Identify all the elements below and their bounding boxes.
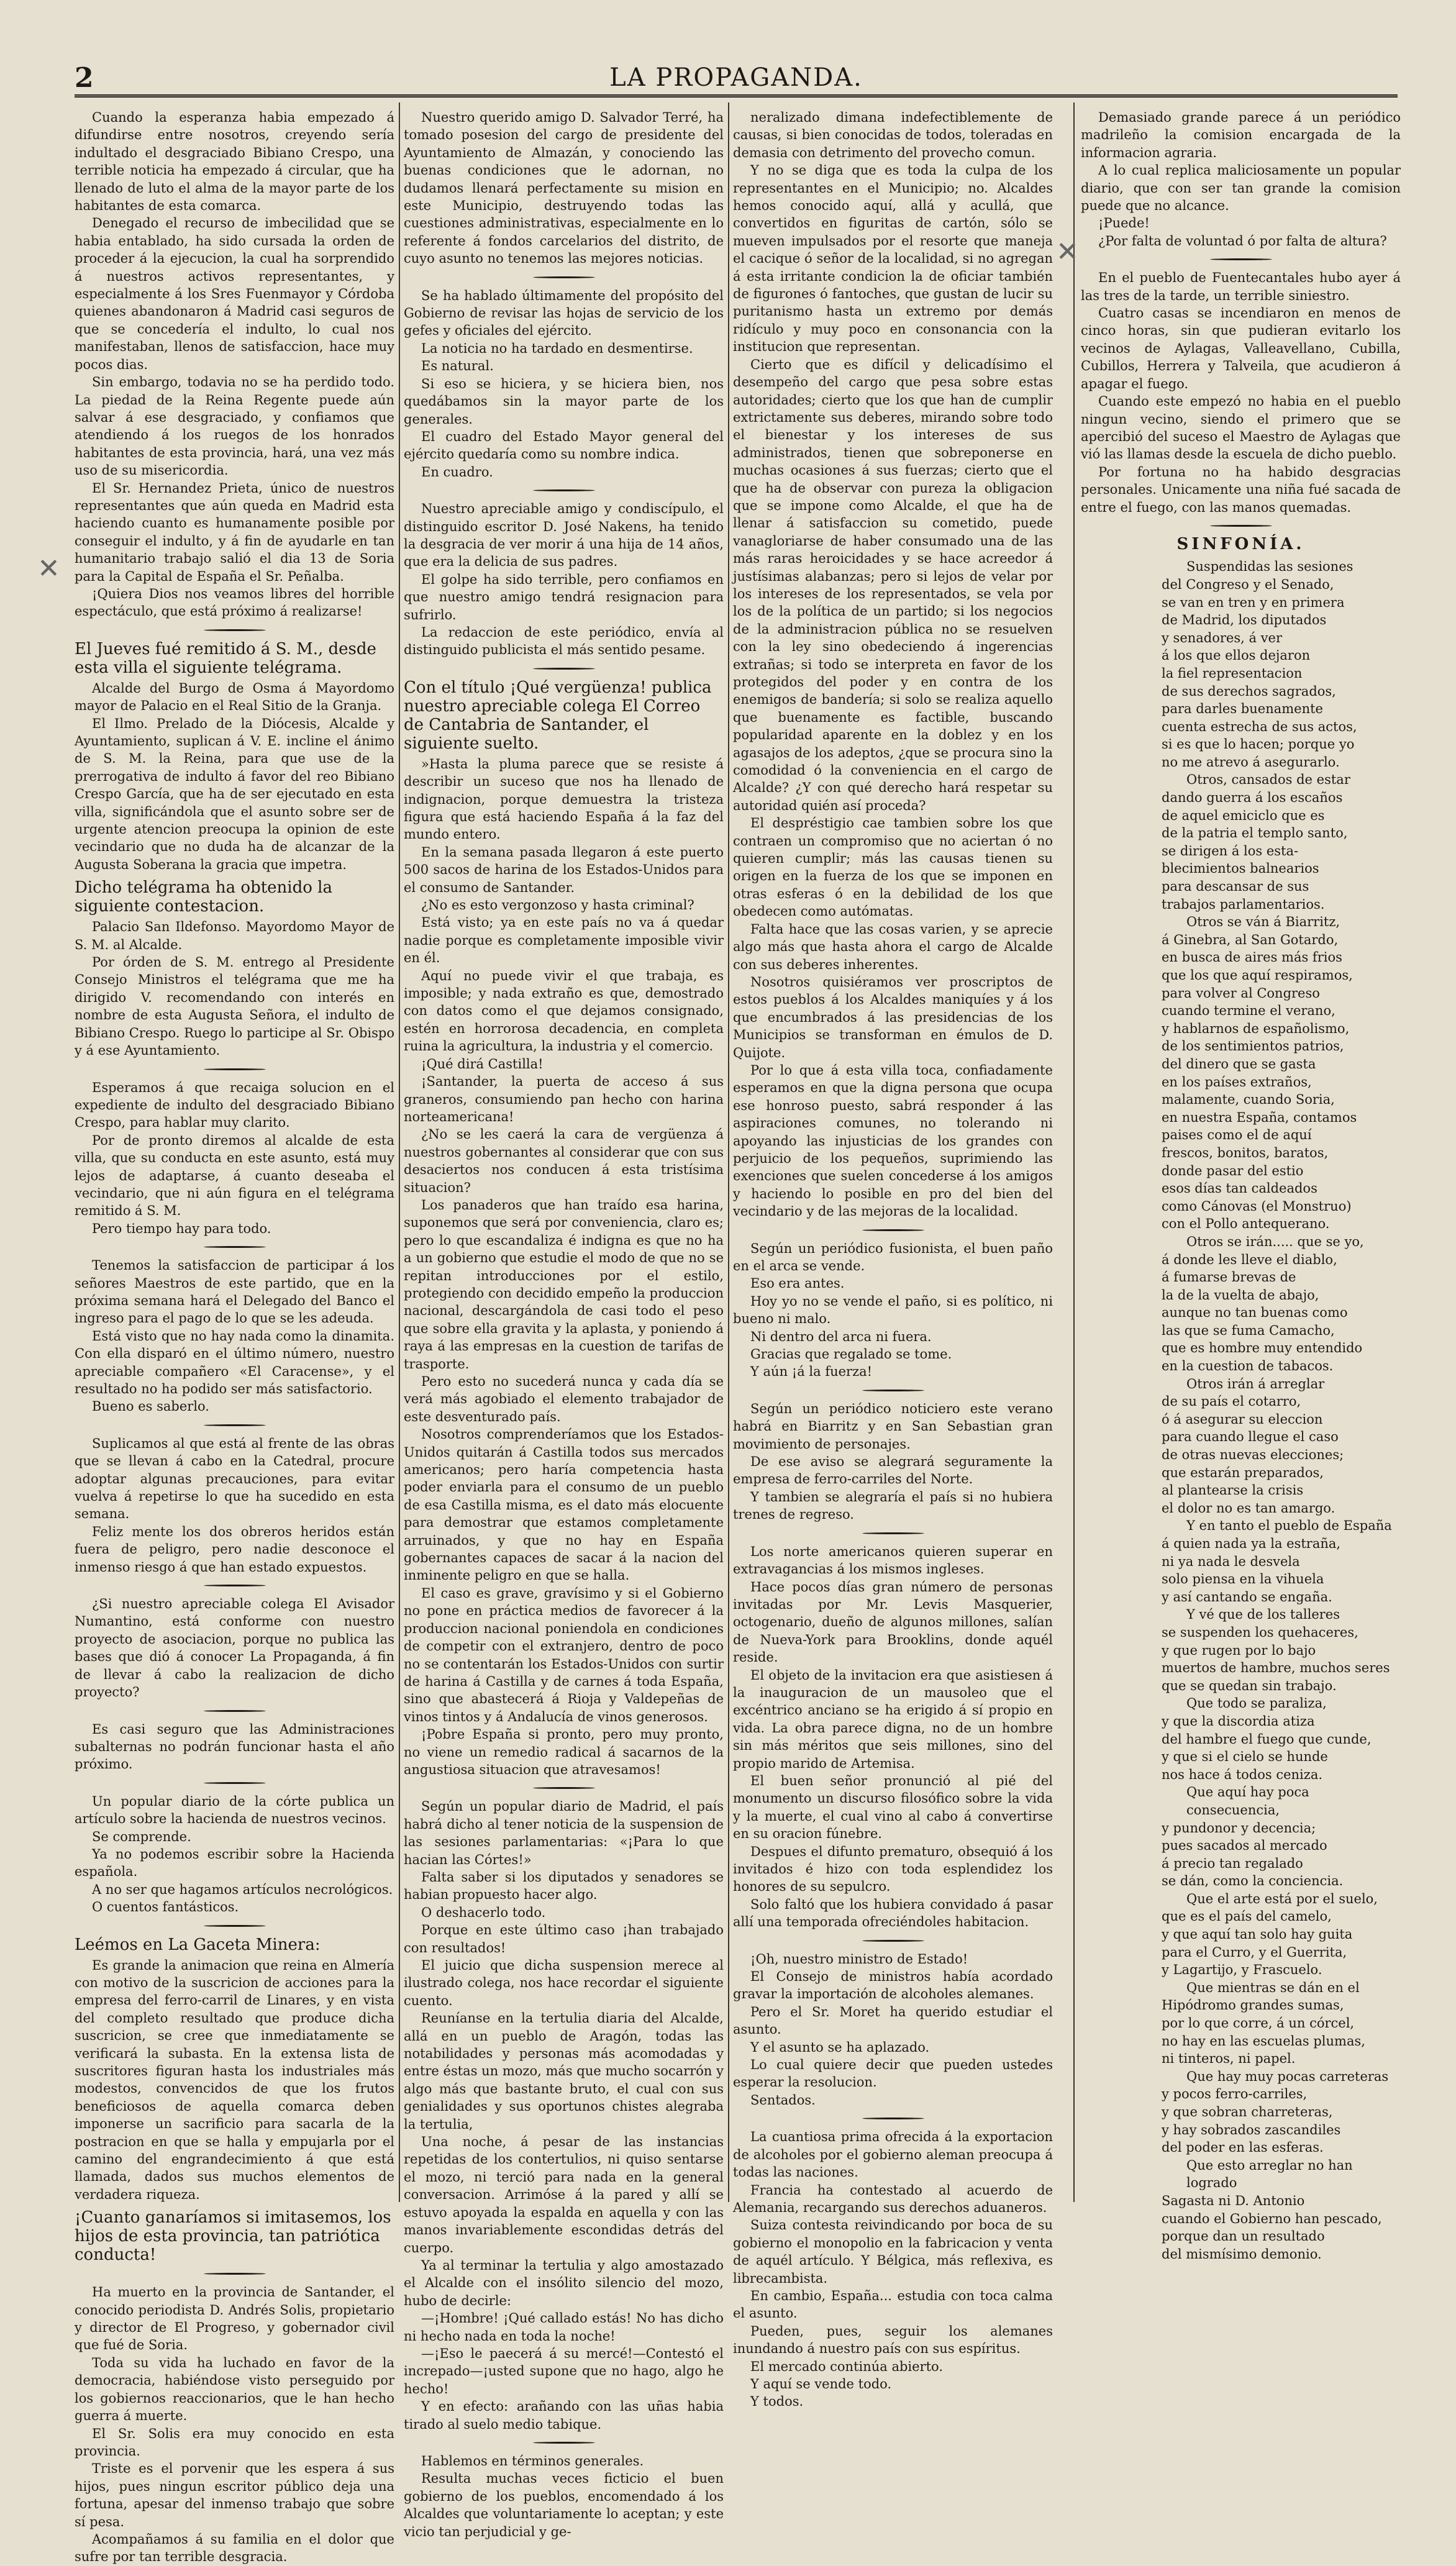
column-rule (728, 102, 729, 2202)
separator (204, 1424, 266, 1426)
poem-line: esos días tan caldeados (1162, 1181, 1317, 1196)
paragraph: Una noche, á pesar de las instancias repetidas de los contertulios, ni quiso sentarse el mozo, ni terció para nada en la general conversacion. Arrimóse á la pared y allí se estuvo apoyada la espalda en aquella y con las manos invariablemente escondidas detrás del cuerpo. (404, 2134, 724, 2255)
separator (1210, 525, 1272, 527)
poem-line: en los países extraños, (1162, 1074, 1312, 1090)
poem-line: Sagasta ni D. Antonio (1162, 2193, 1305, 2208)
separator (204, 1925, 266, 1927)
poem-line: y que aquí tan solo hay guita (1162, 1927, 1353, 1942)
separator (533, 668, 595, 670)
paragraph: Se ha hablado últimamente del propósito del Gobierno de revisar las hojas de servicio de los gefes y oficiales del ejército. (404, 288, 724, 339)
paragraph: Gracias que regalado se tome. (750, 1347, 952, 1362)
poem-line: se suspenden los quehaceres, (1162, 1624, 1358, 1640)
paragraph: Porque en este último caso ¡han trabajado con resultados! (404, 1922, 724, 1955)
paragraph: Cuando este empezó no habia en el pueblo ningun vecino, siendo el primero que se apercibió del suceso el Maestro de Aylagas que vió las llamas desde la escuela de dicho pueblo. (1081, 394, 1401, 462)
paragraph: Según un periódico fusionista, el buen paño en el arca se vende. (733, 1240, 1053, 1273)
paragraph: Ya al terminar la tertulia y algo amostazado el Alcalde con el insólito silencio del mozo, hubo de decirle: (404, 2257, 724, 2308)
poem-line: trabajos parlamentarios. (1162, 896, 1325, 912)
poem-line: dando guerra á los escaños (1162, 790, 1343, 806)
separator (204, 1246, 266, 1248)
separator (862, 1229, 924, 1231)
paragraph: Francia ha contestado al acuerdo de Alemania, recargando sus derechos aduaneros. (733, 2182, 1053, 2215)
poem-line: á los que ellos dejaron (1162, 648, 1311, 663)
poem-line: del poder en las esferas. (1162, 2140, 1324, 2155)
paragraph: Nosotros comprenderíamos que los Estados-Unidos quitarán á Castilla todos sus mercados americanos; pero haría competencia hasta poder enviarla para el consumo de un pueblo de esa Castilla misma, es el dato más elocuente para demostrar que estamos completamente arruinados, y que no hay en España gobernantes capaces de sacar á la nacion del inminente peligro en que se halla. (404, 1427, 724, 1583)
paragraph: Ni dentro del arca ni fuera. (750, 1329, 932, 1344)
masthead-title: LA PROPAGANDA. (609, 63, 863, 92)
paragraph: ¿Si nuestro apreciable colega El Avisador Numantino, está conforme con nuestro proyecto de asociacion, porque no publica las bases que dió á conocer La Propaganda, á fin de llevar á cabo la realizacion de dicho proyecto? (75, 1596, 394, 1700)
poem-line: por lo que corre, á un córcel, (1162, 2016, 1355, 2031)
paragraph: Suiza contesta reivindicando por boca de su gobierno el monopolio en la fabricacion y venta de aquél artículo. Y Bélgica, más reflexiva, es librecambista. (733, 2218, 1053, 2286)
poem-line: de Madrid, los diputados (1162, 612, 1327, 628)
poem-line: del Congreso y el Senado, (1162, 576, 1334, 592)
poem-line: ni tinteros, ni papel. (1162, 2051, 1296, 2067)
paragraph: En cuadro. (421, 464, 493, 480)
paragraph: El juicio que dicha suspension merece al ilustrado colega, nos hace recordar el siguiente cuento. (404, 1958, 724, 2008)
column-3 (733, 109, 1053, 2409)
separator (862, 1532, 924, 1534)
paragraph: Y aún ¡á la fuerza! (750, 1364, 873, 1380)
paragraph: El Sr. Solis era muy conocido en esta provincia. (75, 2426, 394, 2459)
poem-line: para el Curro, y el Guerrita, (1162, 1944, 1347, 1960)
separator (204, 1710, 266, 1712)
paragraph: El golpe ha sido terrible, pero confiamos en que nuestro amigo tendrá resignacion para sufrirlo. (404, 571, 724, 622)
poem-line: ó á asegurar su eleccion (1162, 1411, 1323, 1427)
paragraph: Es natural. (421, 358, 494, 374)
column-rule (1073, 102, 1075, 2202)
poem-line: en la cuestion de tabacos. (1162, 1358, 1334, 1374)
paragraph: —¡Eso le paecerá á su mercé!—Contestó el increpado—¡usted supone que no hago, algo he hecho! (404, 2345, 724, 2396)
paragraph: »Hasta la pluma parece que se resiste á describir un suceso que nos ha llenado de indignacion, porque demuestra la tristeza figura que está haciendo España á la faz del mundo entero. (404, 756, 724, 842)
paragraph: El Ilmo. Prelado de la Diócesis, Alcalde y Ayuntamiento, suplican á V. E. incline el ánimo de S. M. la Reina, para que use de la prerrogativa de indulto á favor del reo Bibiano Crespo García, que ha de ser ejecutado en esta villa, significándola que el asunto sobre ser de urgente atencion preocupa la opinion de este vecindario que no duda ha de alcanzar de la Augusta Soberana la gracia que impetra. (75, 716, 394, 872)
poem-line: se dán, como la conciencia. (1162, 1873, 1344, 1889)
paragraph: ¡Qué dirá Castilla! (421, 1056, 544, 1071)
poem-line: á Ginebra, al San Gotardo, (1162, 932, 1339, 947)
paragraph: Despues el difunto prematuro, obsequió á los invitados é hizo con toda esplendidez los honores de su sepulcro. (733, 1844, 1053, 1895)
paragraph: Un popular diario de la córte publica un artículo sobre la hacienda de nuestros vecinos. (75, 1793, 394, 1827)
article-heading: Leémos en La Gaceta Minera: (75, 1935, 321, 1954)
poem-line: el dolor no es tan amargo. (1162, 1500, 1335, 1516)
column-2 (404, 109, 724, 2539)
poem-line: y hay sobrados zascandiles (1162, 2122, 1341, 2137)
paragraph: Aquí no puede vivir el que trabaja, es imposible; y nada extraño es que, demostrado con datos como el que dejamos consignado, estén en horrorosa decadencia, en completa ruina la agricultura, la industria y el comercio. (404, 968, 724, 1054)
poem-line: se van en tren y en primera (1162, 594, 1345, 610)
page-number: 2 (75, 62, 94, 94)
paragraph: Por lo que á esta villa toca, confiadamente esperamos en que la digna persona que ocupa ese honroso puesto, sabrá responder á las aspiraciones comunes, no tolerando ni apoyando las injusticias de los grandes con perjuicio de los pequeños, suprimiendo las exenciones que suelen concederse á los amigos y haciendo lo posible en pro del bien del vecindario y de las mejoras de la localidad. (733, 1062, 1053, 1219)
paragraph: Ya no podemos escribir sobre la Hacienda española. (75, 1846, 394, 1880)
paragraph: ¿No es esto vergonzoso y hasta criminal? (421, 898, 694, 913)
poem-line: de aquel emiciclo que es (1162, 808, 1325, 823)
paragraph: Pero esto no sucederá nunca y cada día se verá más agobiado el elemento trabajador de este desventurado país. (404, 1374, 724, 1424)
separator (862, 1940, 924, 1942)
paragraph: ¡Santander, la puerta de acceso á sus graneros, consumiendo pan hecho con harina norteamericana! (404, 1074, 724, 1124)
poem-line: y que si el cielo se hunde (1162, 1749, 1328, 1765)
poem-line: que los que aquí respiramos, (1162, 968, 1353, 983)
paragraph: Por fortuna no ha habido desgracias personales. Unicamente una niña fué sacada de entre el fuego, con las manos quemadas. (1081, 464, 1401, 515)
poem-line: Otros, cansados de estar (1186, 772, 1350, 788)
paragraph: Demasiado grande parece á un periódico madrileño la comision encargada de la informacion agraria. (1081, 110, 1401, 160)
paragraph: Por de pronto diremos al alcalde de esta villa, que su conducta en este asunto, está muy lejos de adaptarse, á cuanto deseaba el vecindario, que ni aún figura en el telégrama remitido á S. M. (75, 1132, 394, 1219)
separator (204, 1068, 266, 1070)
poem-line: de otras nuevas elecciones; (1162, 1447, 1344, 1463)
paragraph: Y en efecto: arañando con las uñas habia tirado al suelo medio tabique. (404, 2399, 724, 2432)
column-1 (75, 109, 394, 2565)
paragraph: Alcalde del Burgo de Osma á Mayordomo mayor de Palacio en el Real Sitio de la Granja. (75, 680, 394, 714)
poem-line: de sus derechos sagrados, (1162, 683, 1336, 699)
article-heading: Con el título ¡Qué vergüenza! publica nuestro apreciable colega El Correo de Cantabria de Santander, el siguiente suelto. (404, 678, 712, 753)
page-header (75, 62, 1398, 98)
paragraph: Cierto que es difícil y delicadísimo el desempeño del cargo que pesa sobre estas autoridades; cierto que los que han de cumplir extrictamente sus deberes, mirando sobre todo el bienestar y los intereses de sus administrados, tienen que sobreponerse en muchas ocasiones á sus fuerzas; cierto que el que ha de observar con pureza la obligacion que se impone como Alcalde, el que ha de llenar á satisfaccion su cometido, puede vanagloriarse de haber consumado una de las más raras heroicidades y se hace acreedor á justísimas alabanzas; pero si lejos de velar por los intereses de los representados, se vela por los de la política de un partido; si los negocios de la administracion pública no se resuelven con la ley sino obedeciendo á ingerencias extrañas; si todo se interpreta en favor de los protegidos del poder y en contra de los enemigos de bandería; si solo se realiza aquello que buenamente es factible, buscando popularidad aparente en la doblez y en los agasajos de los adeptos, ¿que se procura sino la comodidad ó la conveniencia en el cargo de Alcalde? ¿Y con qué derecho hará respetar su autoridad quién así proceda? (733, 357, 1053, 813)
paragraph: La cuantiosa prima ofrecida á la exportacion de alcoholes por el gobierno aleman preocupa á todas las naciones. (733, 2129, 1053, 2180)
poem-line: Y en tanto el pueblo de España (1186, 1518, 1392, 1534)
poem-line: no hay en las escuelas plumas, (1162, 2033, 1365, 2049)
paragraph: Sentados. (750, 2092, 816, 2108)
paragraph: Y tambien se alegraría el país si no hubiera trenes de regreso. (733, 1489, 1053, 1522)
poem-line: Que esto arreglar no han logrado (1186, 2157, 1353, 2191)
poem-line: paises como el de aquí (1162, 1127, 1312, 1143)
paragraph: El mercado continúa abierto. (750, 2359, 944, 2374)
poem-line: y que sobran charreteras, (1162, 2104, 1333, 2119)
poem-line: y que la discordia atiza (1162, 1713, 1315, 1729)
paragraph: Según un periódico noticiero este verano habrá en Biarritz y en San Sebastian gran movimiento de personajes. (733, 1401, 1053, 1452)
paragraph: Pueden, pues, seguir los alemanes inundando á nuestro país con sus espíritus. (733, 2323, 1053, 2357)
poem-line: si es que lo hacen; porque yo (1162, 737, 1355, 752)
paragraph: ¡Pobre España si pronto, pero muy pronto, no viene un remedio radical á sacarnos de la angustiosa situacion que atravesamos! (404, 1727, 724, 1777)
paragraph: O deshacerlo todo. (421, 1904, 546, 1920)
paragraph: Cuatro casas se incendiaron en menos de cinco horas, sin que pudieran evitarlo los vecinos de Aylagas, Valleavellano, Cubilla, Cubillos, Herrera y Talveila, que acudieron á apagar el fuego. (1081, 306, 1401, 391)
poem-line: porque dan un resultado (1162, 2229, 1325, 2244)
paragraph: Falta hace que las cosas varien, y se aprecie algo más que hasta ahora el cargo de Alcalde con sus deberes inherentes. (733, 921, 1053, 972)
poem-line: Y vé que de los talleres (1186, 1607, 1340, 1622)
paragraph: El buen señor pronunció al pié del monumento un discurso filosófico sobre la vida y la muerte, el cual vino al cabo á convertirse en su oracion fúnebre. (733, 1773, 1053, 1842)
poem-line: que es el país del camelo, (1162, 1909, 1332, 1924)
poem-line: las que se fuma Camacho, (1162, 1322, 1335, 1338)
margin-x-mark: ✕ (1056, 236, 1079, 268)
separator (204, 629, 266, 631)
poem-line: se dirigen á los esta- (1162, 843, 1299, 858)
paragraph: Pero tiempo hay para todo. (92, 1221, 271, 1236)
paragraph: ¡Puede! (1098, 216, 1150, 231)
paragraph: ¿Por falta de voluntad ó por falta de altura? (1098, 233, 1387, 248)
poem-line: Otros se irán..... que se yo, (1186, 1234, 1364, 1249)
paragraph: Palacio San Ildefonso. Mayordomo Mayor de S. M. al Alcalde. (75, 919, 394, 952)
column-rule (399, 102, 400, 2202)
separator (204, 2273, 266, 2275)
paragraph: neralizado dimana indefectiblemente de causas, si bien conocidas de todos, toleradas en demasia con detrimento del provecho comun. (733, 110, 1053, 160)
separator (204, 1585, 266, 1586)
poem-line: y que rugen por lo bajo (1162, 1642, 1316, 1658)
poem-line: blecimientos balnearios (1162, 861, 1319, 876)
paragraph: Nuestro querido amigo D. Salvador Terré, ha tomado posesion del cargo de presidente del Ayuntamiento de Almazán, y conociendo las buenas condiciones que le adornan, no dudamos llenará perfectamente su mision en este Municipio, destruyendo todas las cuestiones administrativas, especialmente en lo referente á fondos carcelarios del distrito, de cuyo asunto no tenemos las mejores noticias. (404, 110, 724, 266)
separator (1210, 258, 1272, 260)
poem-line: cuando el Gobierno han pescado, (1162, 2211, 1382, 2226)
section-title: SINFONÍA. (1176, 534, 1305, 553)
poem-line: frescos, bonitos, baratos, (1162, 1145, 1329, 1160)
paragraph: Es casi seguro que las Administraciones subalternas no podrán funcionar hasta el año próximo. (75, 1721, 394, 1772)
poem-line: al plantearse la crisis (1162, 1483, 1304, 1498)
poem-line: de su país el cotarro, (1162, 1394, 1301, 1409)
poem-line: de la patria el templo santo, (1162, 826, 1348, 841)
paragraph: Toda su vida ha luchado en favor de la democracia, habiéndose visto perseguido por los gobiernos reaccionarios, que le han hecho guerra á muerte. (75, 2355, 394, 2424)
separator (204, 1782, 266, 1784)
poem-line: que es hombre muy entendido (1162, 1340, 1363, 1356)
paragraph: A lo cual replica maliciosamente un popular diario, que con ser tan grande la comision puede que no alcance. (1081, 163, 1401, 214)
paragraph: Suplicamos al que está al frente de las obras que se llevan á cabo en la Catedral, procure adoptar algunas precauciones, para evitar vuelva á repetirse lo que ha sucedido en esta semana. (75, 1435, 394, 1522)
paragraph: ¡Quiera Dios nos veamos libres del horrible espectáculo, que está próximo á realizarse! (75, 586, 394, 619)
poem-line: para cuando llegue el caso (1162, 1429, 1339, 1445)
poem-line: que estarán preparados, (1162, 1465, 1324, 1480)
separator (533, 1787, 595, 1789)
poem-line: del mismísimo demonio. (1162, 2246, 1322, 2262)
poem-line: y pocos ferro-carriles, (1162, 2086, 1308, 2102)
paragraph: Feliz mente los dos obreros heridos están fuera de peligro, pero nadie desconoce el inmenso riesgo á que han estado expuestos. (75, 1524, 394, 1575)
column-4 (1081, 109, 1401, 2262)
separator (862, 2118, 924, 2119)
paragraph: Eso era antes. (750, 1276, 845, 1291)
paragraph: Bueno es saberlo. (92, 1399, 209, 1414)
poem-line: pues sacados al mercado (1162, 1838, 1327, 1854)
poem-line: Que mientras se dán en el (1186, 1980, 1360, 1995)
paragraph: Hoy yo no se vende el paño, si es político, ni bueno ni malo. (733, 1293, 1053, 1327)
poem-line: á donde les lleve el diablo, (1162, 1252, 1337, 1267)
separator (533, 2442, 595, 2444)
poem-line: para descansar de sus (1162, 879, 1309, 894)
paragraph: La noticia no ha tardado en desmentirse. (421, 340, 693, 356)
poem-line: ni ya nada le desvela (1162, 1554, 1300, 1569)
poem-line: no me atrevo á asegurarlo. (1162, 754, 1340, 770)
paragraph: Se comprende. (92, 1829, 191, 1844)
paragraph: Los norte americanos quieren superar en extravagancias á los mismos ingleses. (733, 1544, 1053, 1577)
poem-line: á quien nada ya la estraña, (1162, 1536, 1341, 1551)
paragraph: El cuadro del Estado Mayor general del ejército quedaría como su nombre indica. (404, 429, 724, 462)
poem-line: donde pasar del estio (1162, 1163, 1304, 1178)
poem-line: para volver al Congreso (1162, 985, 1320, 1001)
poem-line: aunque no tan buenas como (1162, 1305, 1348, 1321)
poem-line: y senadores, á ver (1162, 630, 1282, 645)
article-heading: ¡Cuanto ganaríamos si imitasemos, los hijos de esta provincia, tan patriótica conducta! (75, 2208, 391, 2265)
paragraph: Solo faltó que los hubiera convidado á pasar allí una temporada ofreciéndoles habitacion. (733, 1896, 1053, 1930)
poem-line: la de la vuelta de abajo, (1162, 1287, 1319, 1303)
paragraph: Y no se diga que es toda la culpa de los representantes en el Municipio; no. Alcaldes hemos conocido aquí, allá y acullá, que convertidos en figuritas de cartón, sólo se mueven impulsados por el resorte que maneja el cacique ó señor de la localidad, si no agregan á esta irritante condicion la de oficiar también de figurones ó fantoches, que gustan de lucir su puritanismo hasta un extremo por demás ridículo y muy poco en consonancia con la institucion que representan. (733, 163, 1053, 355)
paragraph: Resulta muchas veces ficticio el buen gobierno de los pueblos, encomendado á los Alcaldes que voluntariamente lo aceptan; y este vicio tan perjudicial y ge- (404, 2471, 724, 2539)
poem-line: en busca de aires más frios (1162, 950, 1342, 965)
poem-line: Suspendidas las sesiones (1186, 559, 1354, 575)
poem-line: Otros se ván á Biarritz, (1186, 914, 1340, 930)
poem-line: y así cantando se engaña. (1162, 1589, 1332, 1604)
poem-line: del dinero que se gasta (1162, 1056, 1316, 1071)
paragraph: La redaccion de este periódico, envía al distinguido publicista el más sentido pesame. (404, 624, 724, 658)
paragraph: En cambio, España... estudia con toca calma el asunto. (733, 2288, 1053, 2321)
paragraph: Triste es el porvenir que les espera á sus hijos, pues ningun escritor público deja una fortuna, apesar del inmenso trabajo que sobre sí pesa. (75, 2461, 394, 2529)
poem-line: la fiel representacion (1162, 665, 1303, 681)
paragraph: Está visto; ya en este país no va á quedar nadie porque es completamente imposible vivir en él. (404, 915, 724, 966)
paragraph: A no ser que hagamos artículos necrológicos. (92, 1881, 393, 1897)
separator (533, 489, 595, 491)
separator (862, 1390, 924, 1391)
poem-line: y hablarnos de españolismo, (1162, 1021, 1350, 1036)
poem-line: que se quedan sin trabajo. (1162, 1678, 1337, 1693)
article-heading: Dicho telégrama ha obtenido la siguiente contestacion. (75, 878, 332, 916)
article-heading: El Jueves fué remitido á S. M., desde esta villa el siguiente telégrama. (75, 639, 376, 677)
paragraph: Los panaderos que han traído esa harina, suponemos que será por conveniencia, claro es; pero lo que escandaliza é indigna es que no ha a un gobierno que estudie el modo de que no se repitan introducciones por el estilo, protegiendo con decidido empeño la produccion nacional, descargándola de casi todo el peso que sobre ella gravita y la aplasta, y poniendo á raya á las empresas en la cuestion de tarifas de trasporte. (404, 1197, 724, 1372)
paragraph: Según un popular diario de Madrid, el país habrá dicho al tener noticia de la suspension de las sesiones parlamentarias: «¡Para lo que hacian las Córtes!» (404, 1799, 724, 1867)
paragraph: Hablemos en términos generales. (421, 2453, 644, 2468)
poem-line: Que hay muy pocas carreteras (1186, 2068, 1389, 2084)
paragraph: El Consejo de ministros había acordado gravar la importación de alcoholes alemanes. (733, 1969, 1053, 2002)
paragraph: Esperamos á que recaiga solucion en el expediente de indulto del desgraciado Bibiano Crespo, para hablar muy clarito. (75, 1080, 394, 1131)
paragraph: Acompañamos á su familia en el dolor que sufre por tan terrible desgracia. (75, 2531, 394, 2565)
poem-line: á fumarse brevas de (1162, 1270, 1296, 1285)
paragraph: Denegado el recurso de imbecilidad que se habia entablado, ha sido cursada la orden de proceder á la ejecucion, la cual ha sorprendido á nuestros activos representantes, y especialmente á los Sres Fuenmayor y Córdoba quienes abandonaron á Madrid casi seguros de que se concedería el indulto, lo cual nos manifestaban, llenos de satisfaccion, hace muy pocos dias. (75, 216, 394, 372)
paragraph: Nosotros quisiéramos ver proscriptos de estos pueblos á los Alcaldes maniquíes y á los que encumbrados á las presidencias de los Municipios se transforman en émulos de D. Quijote. (733, 974, 1053, 1060)
paragraph: Y todos. (750, 2394, 804, 2409)
paragraph: Falta saber si los diputados y senadores se habian propuesto hacer algo. (404, 1869, 724, 1903)
paragraph: El objeto de la invitacion era que asistiesen á la inauguracion de un mausoleo que el excéntrico anciano se ha erigido á sí propio en vida. La obra parece digna, no de un hombre sin más méritos que seis millones, sino del propio marido de Artemisa. (733, 1667, 1053, 1771)
separator (533, 276, 595, 278)
paragraph: Ha muerto en la provincia de Santander, el conocido periodista D. Andrés Solis, propietario y director de El Progreso, y gobernador civil que fué de Soria. (75, 2285, 394, 2353)
poem-line: Hipódromo grandes sumas, (1162, 1998, 1344, 2013)
paragraph: —¡Hombre! ¡Qué callado estás! No has dicho ni hecho nada en toda la noche! (404, 2311, 724, 2344)
paragraph: El caso es grave, gravísimo y si el Gobierno no pone en práctica medios de favorecer á la produccion nacional poniendola en condiciones de competir con el extranjero, dentro de poco no se contentarán los Estados-Unidos con surtir de harina á Castilla y de carnes á toda España, sino que abastecerá á Rioja y Valdepeñas de vinos tintos y á Andalucía de vinos generosos. (404, 1585, 724, 1724)
poem-line: Otros irán á arreglar (1186, 1376, 1325, 1391)
poem-line: y pundonor y decencia; (1162, 1820, 1316, 1836)
poem-line: Que el arte está por el suelo, (1186, 1891, 1378, 1906)
poem-line: con el Pollo antequerano. (1162, 1216, 1330, 1232)
paragraph: El despréstigio cae tambien sobre los que contraen un compromiso que no aciertan ó no quieren cumplir; más las causas tienen su origen en la fuerza de los que se imponen en otras esferas ó en la debilidad de los que obedecen como autómatas. (733, 816, 1053, 919)
paragraph: Pero el Sr. Moret ha querido estudiar el asunto. (733, 2004, 1053, 2037)
poem-line: á precio tan regalado (1162, 1855, 1303, 1871)
poem-line: solo piensa en la vihuela (1162, 1572, 1324, 1587)
paragraph: Cuando la esperanza habia empezado á difundirse entre nosotros, creyendo sería indultado el desgraciado Bibiano Crespo, una terrible noticia ha empezado á circular, que ha llenado de luto el alma de la mayor parte de los habitantes de esta comarca. (75, 110, 394, 214)
poem-line: de los sentimientos patrios, (1162, 1039, 1344, 1054)
poem-line: Que aquí hay poca consecuencia, (1186, 1785, 1309, 1818)
paragraph: Y el asunto se ha aplazado. (750, 2039, 930, 2055)
poem-line: cuando termine el verano, (1162, 1003, 1335, 1019)
poem-line: nos hace á todos ceniza. (1162, 1767, 1323, 1782)
paragraph: En la semana pasada llegaron á este puerto 500 sacos de harina de los Estados-Unidos para el consumo de Santander. (404, 844, 724, 895)
paragraph: Reuníanse en la tertulia diaria del Alcalde, allá en un pueblo de Aragón, todas las notabilidades y personas más acomodadas y entre éstas un mozo, más que mucho socarrón y algo más que bastante bruto, el cual con sus genialidades y sus oportunos chistes alegraba la tertulia, (404, 2011, 724, 2132)
poem (1081, 558, 1401, 2263)
paragraph: Tenemos la satisfaccion de participar á los señores Maestros de este partido, que en la próxima semana hará el Delegado del Banco el ingreso para el pago de lo que se les adeuda. (75, 1258, 394, 1326)
paragraph: Si eso se hiciera, y se hiciera bien, nos quedábamos sin la mayor parte de los generales. (404, 376, 724, 427)
paragraph: O cuentos fantásticos. (92, 1899, 239, 1915)
paragraph: ¡Oh, nuestro ministro de Estado! (750, 1951, 968, 1967)
paragraph: Hace pocos días gran número de personas invitadas por Mr. Levis Masquerier, octogenario, dueño de algunos millones, salían de Nueva-York para Brooklins, donde aquél reside. (733, 1579, 1053, 1665)
paragraph: En el pueblo de Fuentecantales hubo ayer á las tres de la tarde, un terrible siniestro. (1081, 270, 1401, 303)
poem-line: del hambre el fuego que cunde, (1162, 1731, 1372, 1747)
paragraph: Lo cual quiere decir que pueden ustedes esperar la resolucion. (733, 2057, 1053, 2090)
paragraph: El Sr. Hernandez Prieta, único de nuestros representantes que aún queda en Madrid esta haciendo cuanto es humanamente posible por conseguir el indulto, y á fin de ayudarle en tan humanitario trabajo salió el dia 13 de Soria para la Capital de España el Sr. Peñalba. (75, 480, 394, 584)
poem-line: muertos de hambre, muchos seres (1162, 1660, 1390, 1676)
poem-line: para darles buenamente (1162, 701, 1323, 717)
paragraph: Es grande la animacion que reina en Almería con motivo de la suscricion de acciones para la empresa del ferro-carril de Linares, y en vista del completo resultado que produce dicha suscricion, se cree que inmediatamente se verificará la subasta. En la extensa lista de suscritores figuran hasta los industriales más modestos, convencidos de que los frutos beneficiosos de aquella comarca deben imponerse un sacrificio para sacarla de la postracion en que se halla y empujarla por el camino del engrandecimiento á que está llamada, dados sus muchos elementos de verdadera riqueza. (75, 1957, 394, 2202)
paragraph: Sin embargo, todavia no se ha perdido todo. La piedad de la Reina Regente puede aún salvar á ese desgraciado, y confiamos que atendiendo á los ruegos de los honrados habitantes de esta provincia, hará, una vez más uso de su misericordia. (75, 375, 394, 478)
paragraph: De ese aviso se alegrará seguramente la empresa de ferro-carriles del Norte. (733, 1454, 1053, 1487)
poem-line: como Cánovas (el Monstruo) (1162, 1198, 1352, 1214)
paragraph: Por órden de S. M. entrego al Presidente Consejo Ministros el telégrama que me ha dirigido V. recomendando con interés en nombre de esta Augusta Señora, el indulto de Bibiano Crespo. Ruego lo participe al Sr. Obispo y á ese Ayuntamiento. (75, 955, 394, 1058)
poem-line: en nuestra España, contamos (1162, 1109, 1357, 1125)
paragraph: ¿No se les caerá la cara de vergüenza á nuestros gobernantes al considerar que con sus desaciertos nos conducen á esta tristísima situacion? (404, 1127, 724, 1195)
margin-x-mark: ✕ (37, 553, 60, 585)
poem-line: malamente, cuando Soria, (1162, 1092, 1335, 1108)
paragraph: Y aquí se vende todo. (750, 2376, 892, 2391)
paragraph: Nuestro apreciable amigo y condiscípulo, el distinguido escritor D. José Nakens, ha tenido la desgracia de ver morir á una hija de 14 años, que era la delicia de sus padres. (404, 501, 724, 570)
paragraph: Está visto que no hay nada como la dinamita. Con ella disparó en el último número, nuestro apreciable compañero «El Caracense», y el resultado no ha podido ser más satisfactorio. (75, 1328, 394, 1396)
poem-line: y Lagartijo, y Frascuelo. (1162, 1962, 1322, 1978)
poem-line: cuenta estrecha de sus actos, (1162, 719, 1357, 734)
poem-line: Que todo se paraliza, (1186, 1696, 1327, 1711)
